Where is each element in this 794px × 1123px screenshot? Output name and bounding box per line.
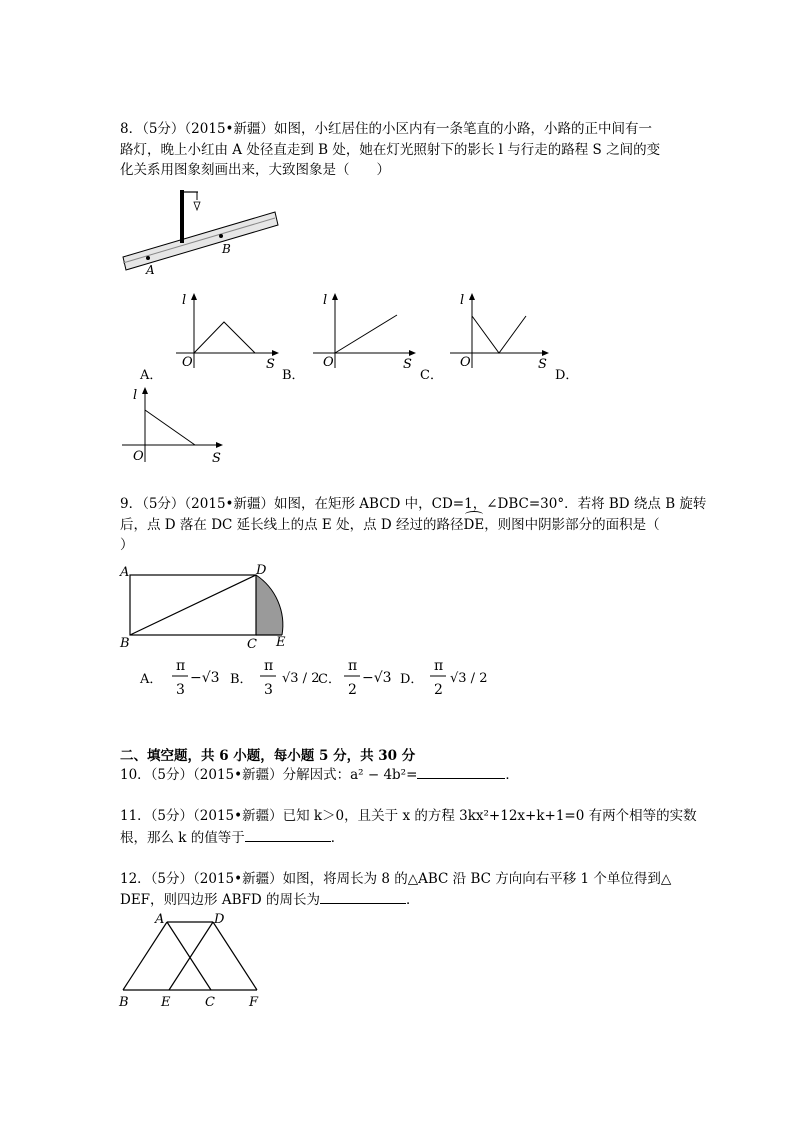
q9-line-2: 后，点 D 落在 DC 延长线上的点 E 处，点 D 经过的路径DE，则图中阴影部分的面积是（ xyxy=(120,517,660,533)
axis-l: l xyxy=(323,293,328,308)
q9-line-1: 9．（5分）（2015•新疆）如图，在矩形 ABCD 中，CD=1，∠DBC=30°．若将 BD 绕点 B 旋转 xyxy=(120,496,707,512)
label-b: B xyxy=(222,242,231,256)
shaded-region xyxy=(256,575,283,635)
axis-l: l xyxy=(460,293,465,308)
graph-option-a xyxy=(168,290,280,372)
label-f: F xyxy=(249,995,259,1010)
q8-line-2: 路灯，晚上小红由 A 处径直走到 B 处，她在灯光照射下的影长 l 与行走的路程 S 之间的变 xyxy=(120,142,661,158)
label-d: D xyxy=(214,912,225,927)
q9-options xyxy=(138,656,498,702)
q11-line-2: 根，那么 k 的值等于 ． xyxy=(120,827,344,848)
axis-s: S xyxy=(538,357,547,372)
option-c xyxy=(318,658,392,698)
origin-o: O xyxy=(460,355,471,370)
axis-s: S xyxy=(266,357,275,372)
option-b-label: B． xyxy=(282,368,305,383)
point-b xyxy=(219,234,223,238)
q12-line-2: DEF，则四边形 ABFD 的周长为 ． xyxy=(120,889,420,910)
q8-road-figure xyxy=(118,185,288,285)
q11-answer-blank[interactable] xyxy=(245,827,331,842)
q12-line-1: 12．（5分）（2015•新疆）如图，将周长为 8 的△ABC 沿 BC 方向向右平移 1 个单位得到△ xyxy=(120,871,672,887)
q9-line-3: ） xyxy=(120,537,134,553)
svg-text:2: 2 xyxy=(434,682,443,698)
svg-text:√3 / 2: √3 / 2 xyxy=(450,671,488,686)
origin-o: O xyxy=(323,355,334,370)
q8-line-1: 8．（5分）（2015•新疆）如图，小红居住的小区内有一条笔直的小路，小路的正中间有一 xyxy=(120,121,652,137)
q10-answer-blank[interactable] xyxy=(417,764,505,779)
graph-option-c xyxy=(446,290,558,372)
option-c-label: C． xyxy=(420,368,443,383)
option-a-label: A． xyxy=(140,368,163,383)
label-a: A xyxy=(146,263,155,277)
label-a: A xyxy=(155,912,165,927)
label-b: B xyxy=(120,636,130,651)
label-a: A xyxy=(120,565,130,580)
option-d-label: D． xyxy=(555,368,579,383)
svg-text:−√3: −√3 xyxy=(362,670,392,686)
svg-text:π: π xyxy=(264,658,274,674)
graph-option-d xyxy=(118,382,230,466)
svg-text:π: π xyxy=(176,658,186,674)
q12-answer-blank[interactable] xyxy=(320,889,406,904)
label-b: B xyxy=(119,995,129,1010)
axis-l: l xyxy=(182,293,187,308)
svg-text:π: π xyxy=(348,658,358,674)
origin-o: O xyxy=(182,355,193,370)
svg-text:D．: D． xyxy=(400,672,424,687)
svg-text:π: π xyxy=(434,658,444,674)
axis-s: S xyxy=(403,357,412,372)
q10-line: 10．（5分）（2015•新疆）分解因式：a² − 4b²= ． xyxy=(120,764,519,785)
section-2-title: 二、填空题，共 6 小题，每小题 5 分，共 30 分 xyxy=(120,748,416,764)
label-d: D xyxy=(256,563,267,578)
label-e: E xyxy=(161,995,171,1010)
svg-text:3: 3 xyxy=(176,682,185,698)
svg-text:−√3: −√3 xyxy=(190,670,220,686)
point-a xyxy=(146,256,150,260)
svg-text:√3 / 2: √3 / 2 xyxy=(282,671,320,686)
svg-text:A．: A． xyxy=(140,672,163,687)
svg-text:2: 2 xyxy=(348,682,357,698)
label-c: C xyxy=(205,995,215,1010)
q8-line-3: 化关系用图象刻画出来，大致图象是（ ） xyxy=(120,162,390,178)
axis-l: l xyxy=(133,388,138,403)
svg-text:B．: B． xyxy=(230,672,253,687)
option-d xyxy=(400,658,487,698)
label-e: E xyxy=(276,635,286,650)
option-a xyxy=(139,658,220,698)
graph-option-b xyxy=(309,290,421,372)
option-b xyxy=(230,658,319,698)
origin-o: O xyxy=(133,449,144,464)
arc-de: DE xyxy=(463,517,485,533)
svg-text:3: 3 xyxy=(264,682,273,698)
q11-line-1: 11．（5分）（2015•新疆）已知 k＞0，且关于 x 的方程 3kx²+12x+k+1=0 有两个相等的实数 xyxy=(120,808,697,824)
label-c: C xyxy=(247,637,257,652)
q12-triangle-figure xyxy=(115,910,275,1010)
axis-s: S xyxy=(212,451,221,466)
q9-rectangle-figure xyxy=(118,560,298,650)
svg-text:C．: C． xyxy=(318,672,341,687)
